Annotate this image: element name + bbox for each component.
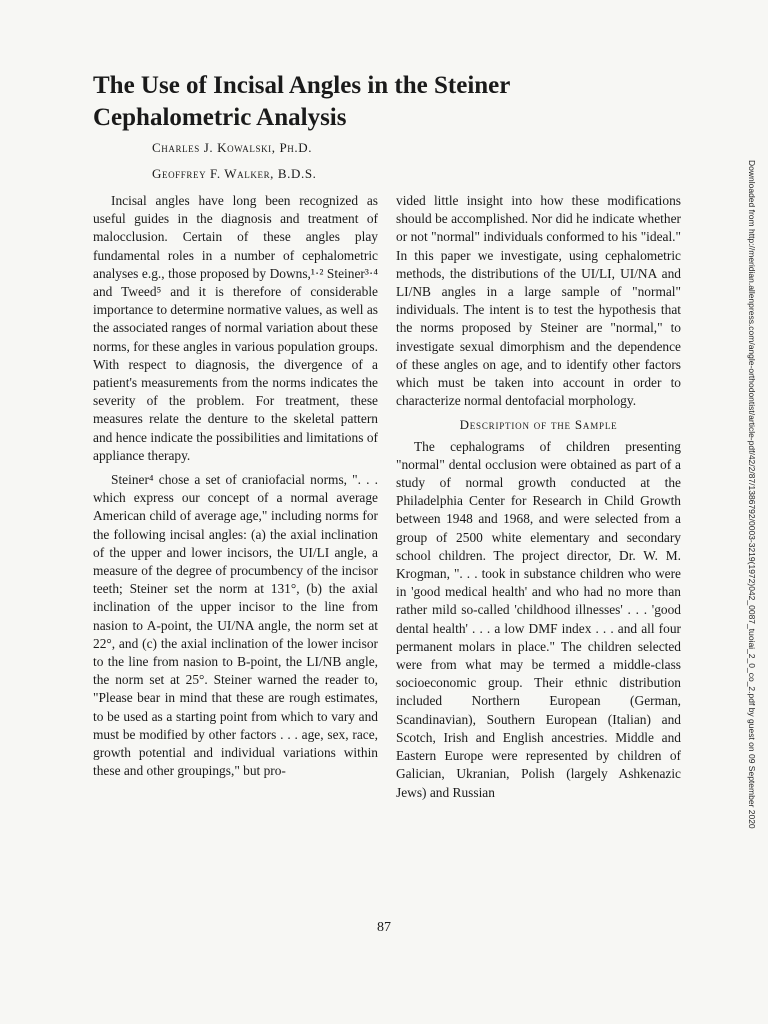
left-paragraph-2: Steiner⁴ chose a set of craniofacial norms, ". . . which express our concept of a normal average American child of average age," including norms for the following incisal angles: (a) the axial inclination of the upper and lower incisors, the UI/LI angle, a measure of the degree of procumbency of the incisor teeth; Steiner set the norm at 131°, (b) the axial inclination of the upper incisor to the line from nasion to A-point, the UI/NA angle, the norm set at 22°, and (c) the axial inclination of the lower incisor to the line from nasion to B-point, the LI/NB angle, the norm set at 25°. Steiner warned the reader to, "Please bear in mind that these are rough estimates, to be used as a starting point from which to vary and must be modified by other factors . . . age, sex, race, growth potential and individual variations within these and other groupings," but pro- xyxy=(93,472,378,779)
right-paragraph-1: vided little insight into how these modifications should be accomplished. Nor did he indicate whether or not "normal" individuals conformed to his "ideal." In this paper we investigate, using cephalometric methods, the distributions of the UI/LI, UI/NA and LI/NB angles in a large sample of "normal" individuals. The intent is to test the hypothesis that the norms proposed by Steiner are "normal," to investigate sexual dimorphism and the dependence of these angles on age, and to identify other factors which must be taken into account in order to characterize normal dentofacial morphology. xyxy=(396,193,681,409)
article-title: The Use of Incisal Angles in the Steiner Cephalometric Analysis xyxy=(93,72,510,131)
page-number: 87 xyxy=(377,920,391,935)
download-watermark: Downloaded from http://meridian.allenpress.com/angle-orthodontist/article-pdf/42/2/87/1386792/0003-3219(1972)042_0087_tuoiai_2_0_co_2.pdf by guest on 09 September 2020 xyxy=(747,160,757,829)
author-2: Geoffrey F. Walker, B.D.S. xyxy=(152,166,317,181)
right-column xyxy=(396,192,681,802)
left-paragraph-1: Incisal angles have long been recognized as useful guides in the diagnosis and treatment of malocclusion. Certain of these angles play fundamental roles in a number of cephalometric analyses e.g., those proposed by Downs,¹·² Steiner³·⁴ and Tweed⁵ and it is therefore of considerable importance to determine normative values, as well as the associated ranges of normal variation about these norms, for these angles in various population groups. With respect to diagnosis, the divergence of a patient's measurements from the norms indicates the severity of the problem. For treatment, these measures relate the denture to the skeletal pattern and hence indicate the possibilities and limitations of appliance therapy. xyxy=(93,193,378,463)
right-paragraph-2: The cephalograms of children presenting "normal" dental occlusion were obtained as part of a study of normal growth conducted at the Philadelphia Center for Research in Child Growth between 1948 and 1968, and were selected from a group of 2500 white elementary and secondary school children. The project director, Dr. W. M. Krogman, ". . . took in substance children who were in 'good medical health' and who had no more than rather mild so-called 'childhood illnesses' . . . 'good dental health' . . . a low DMF index . . . and all four permanent molars in place." The children selected were from what may be termed a middle-class socioeconomic group. Their ethnic distribution included Northern European (German, Scandinavian), Southern European (Italian) and Scotch, Irish and English ancestries. Middle and Eastern Europe were represented by children of Galician, Ukranian, Polish (largely Ashkenazic Jews) and Russian xyxy=(396,438,681,800)
left-column xyxy=(93,192,378,781)
section-heading: Description of the Sample xyxy=(459,417,618,433)
author-1: Charles J. Kowalski, Ph.D. xyxy=(152,140,313,155)
